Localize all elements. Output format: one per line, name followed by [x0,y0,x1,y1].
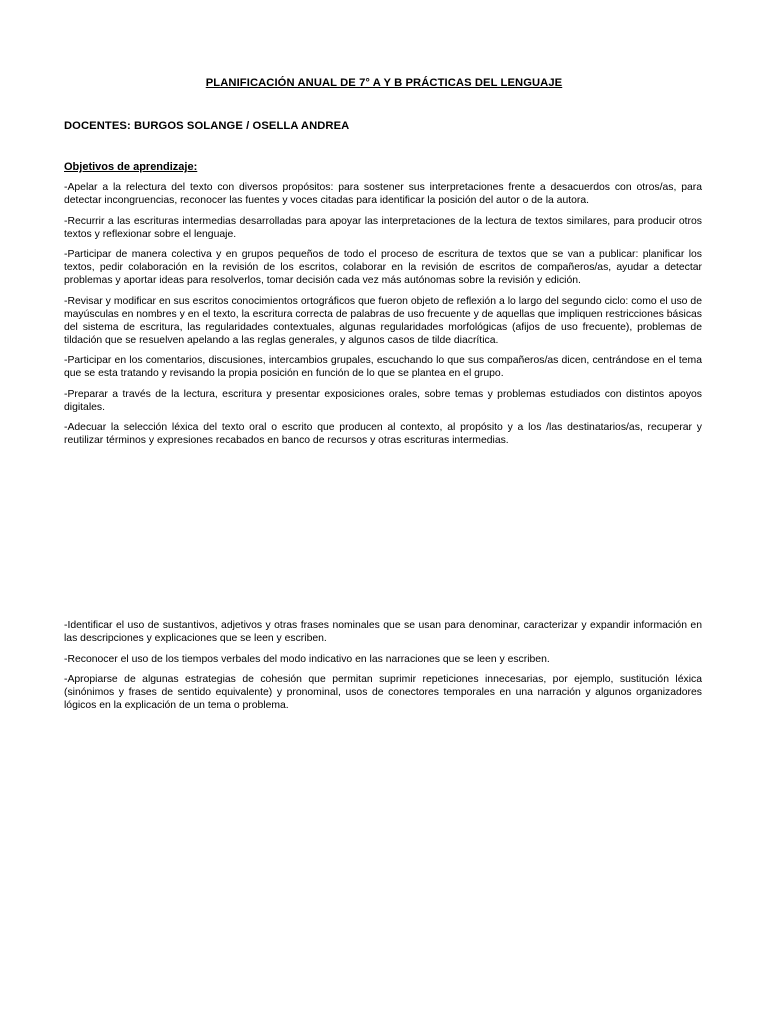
objective-paragraph: -Apelar a la relectura del texto con diversos propósitos: para sostener sus interpretaciones frente a desacuerdos con otros/as, para detectar incongruencias, reconocer las fuentes y voces citadas para identificar la posición del autor o de la autora. [64,182,702,206]
document-title: PLANIFICACIÓN ANUAL DE 7° A Y B PRÁCTICAS DEL LENGUAJE [205,77,563,89]
objective-paragraph: -Adecuar la selección léxica del texto oral o escrito que producen al contexto, al propósito y a los /las destinatarios/as, recuperar y reutilizar términos y expresiones recabados en banco de recursos y otras escrituras intermedias. [64,422,702,446]
objetivos-list-part-2 [64,619,702,720]
objective-paragraph: -Participar en los comentarios, discusiones, intercambios grupales, escuchando lo que sus compañeros/as dicen, centrándose en el tema que se esta tratando y revisando la propia posición en función de lo que se plantea en el grupo. [64,355,702,379]
objective-paragraph: -Reconocer el uso de los tiempos verbales del modo indicativo en las narraciones que se leen y escriben. [64,653,550,665]
docentes-line: DOCENTES: BURGOS SOLANGE / OSELLA ANDREA [64,120,350,132]
objective-paragraph: -Apropiarse de algunas estrategias de cohesión que permitan suprimir repeticiones innecesarias, por ejemplo, sustitución léxica (sinónimos y frases de sentido equivalente) y pronominal, usos de conectores temporales en una narración y algunos organizadores lógicos en la explicación de un tema o problema. [64,674,702,711]
objective-paragraph: -Participar de manera colectiva y en grupos pequeños de todo el proceso de escritura de textos que se van a publicar: planificar los textos, pedir colaboración en la revisión de los escritos, colaborar en la revisión de escritos de compañeros/as, ayudar a detectar problemas y aportar ideas para resolverlos, tomar decisión cada vez más autónomas sobre la revisión y edición. [64,249,702,286]
objective-paragraph: -Revisar y modificar en sus escritos conocimientos ortográficos que fueron objeto de reflexión a lo largo del segundo ciclo: como el uso de mayúsculas en nombres y en el texto, la escritura correcta de palabras de uso frecuente y de aquellas que impliquen restricciones básicas del sistema de escritura, las regularidades contextuales, algunas regularidades morfológicas (afijos de uso frecuente), problemas de tildación que se resuelven apelando a las reglas generales, y algunos casos de tilde diacrítica. [64,295,702,346]
objective-paragraph: -Preparar a través de la lectura, escritura y presentar exposiciones orales, sobre temas y problemas estudiados con distintos apoyos digitales. [64,388,702,413]
objetivos-heading: Objetivos de aprendizaje: [64,161,198,173]
objetivos-list-part-1 [64,181,702,455]
objective-paragraph: -Identificar el uso de sustantivos, adjetivos y otras frases nominales que se usan para denominar, caracterizar y expandir información en las descripciones y explicaciones que se leen y escriben. [64,620,702,644]
objective-paragraph: -Recurrir a las escrituras intermedias desarrolladas para apoyar las interpretaciones de la lectura de textos similares, para producir otros textos y reflexionar sobre el lenguaje. [64,215,702,240]
